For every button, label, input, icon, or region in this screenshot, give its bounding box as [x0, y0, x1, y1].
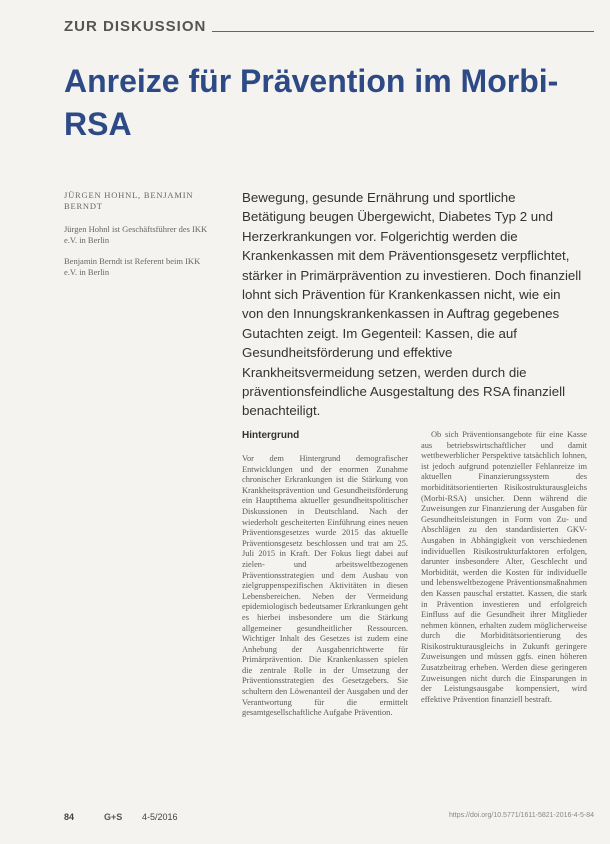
article-lead: Bewegung, gesunde Ernährung und sportliche Betätigung beugen Übergewicht, Diabetes Typ 2 und Herzerkrankungen vor. Folgerichtig werden die Krankenkassen mit dem Präventionsgesetz verpflichtet, stärker in Primärprävention zu investieren. Doch finanziell lohnt sich Prävention für Krankenkassen nicht, wie ein von den Innungskrankenkassen in Auftrag gegebenes Gutachten zeigt. Im Gegenteil: Kassen, die auf Gesundheitsförderung und effektive Krankheitsvermeidung setzen, werden durch die präventionsfeindliche Ausgestaltung des RSA finanziell benachteiligt. — [242, 190, 582, 419]
journal-issue: 4-5/2016 — [142, 812, 178, 822]
author-names: JÜRGEN HOHNL, BENJAMIN BERNDT — [64, 190, 194, 211]
article-title: Anreize für Prävention im Morbi-RSA — [64, 63, 559, 142]
footer-doi: https://doi.org/10.5771/1611-5821-2016-4-5-84 — [448, 812, 594, 819]
body-paragraph-right: Ob sich Präventionsangebote für eine Kasse aus betriebswirtschaftlicher und damit wettbewerblicher Perspektive tatsächlich lohnen, ist jedoch aufgrund potenzieller Fehlanreize im aktuellen Finanzierungssystem des morbiditätsorientierten Risikostrukturausgleichs (Morbi-RSA) unsicher. Denn während die Zuweisungen zur Finanzierung der Ausgaben für Gesundheitsleistungen in Form von Zu- und Abschlägen zu den standardisierten GKV-Ausgaben in Abhängigkeit von verschiedenen individuellen Risikostrukturfaktoren erfolgen, darunter insbesondere Alter, Geschlecht und Morbidität, werden die Kosten für individuelle und lebensweltbezogene Präventionsmaßnahmen den Kassen pauschal erstattet. Kassen, die stark in Prävention investieren und erfolgreich Einfluss auf die Gesundheit ihrer Mitglieder nehmen können, erhalten zudem möglicherweise durch die Morbiditätsorientierung des Risikostrukturausgleichs in Zukunft geringere Zuweisungen und müssen ggfs. einen höheren Zusatzbeitrag erheben. Werden diese geringeren Zuweisungen nicht durch die Einsparungen in der Leistungsausgabe kompensiert, wird effektive Prävention finanziell bestraft. — [421, 430, 587, 704]
author-block — [64, 190, 214, 288]
body-paragraph-left: Vor dem Hintergrund demografischer Entwicklungen und der enormen Zunahme chronischer Erkrankungen ist die Stärkung von Krankheitsprävention und Gesundheitsförderung ein Hauptthema aktueller gesundheitspolitischer Diskussionen in Deutschland. Nach der wiederholt gescheiterten Einführung eines neuen Präventionsgesetzes wurde 2015 das aktuelle Präventionsgesetz beschlossen und trat am 25. Juli 2015 in Kraft. Der Fokus liegt dabei auf zielen- und arbeitsweltbezogenen Präventionsstrategien und dem Ausbau von zielgruppenspezifischen Aktivitäten in diesen Lebensbereichen. Neben der Vermeidung epidemiologisch bedeutsamer Erkrankungen geht es hierbei insbesondere um die Stärkung allgemeiner gesundheitlicher Ressourcen. Wichtiger Inhalt des Gesetzes ist zudem eine Anhebung der Ausgabenrichtwerte für Primärprävention. Die Krankenkassen spielen die zentrale Rolle in der Umsetzung der Präventionsstrategien des Gesetzgebers. Sie schultern den Löwenanteil der Ausgaben und der Verantwortung für die ermittelt gesamtgesellschaftliche Aufgabe Prävention. — [242, 454, 408, 718]
journal-name: G+S — [104, 812, 123, 822]
section-rule — [212, 31, 594, 32]
section-header — [64, 14, 594, 36]
page-number: 84 — [64, 812, 75, 822]
author-bio-1: Jürgen Hohnl ist Geschäftsführer des IKK e.V. in Berlin — [64, 224, 208, 245]
author-bio-2: Benjamin Berndt ist Referent beim IKK e.V. in Berlin — [64, 256, 201, 277]
section-heading: Hintergrund — [242, 430, 300, 441]
body-column-left — [242, 430, 408, 719]
section-label: ZUR DISKUSSION — [64, 18, 207, 35]
page-footer — [64, 812, 594, 828]
body-column-right — [421, 430, 587, 705]
